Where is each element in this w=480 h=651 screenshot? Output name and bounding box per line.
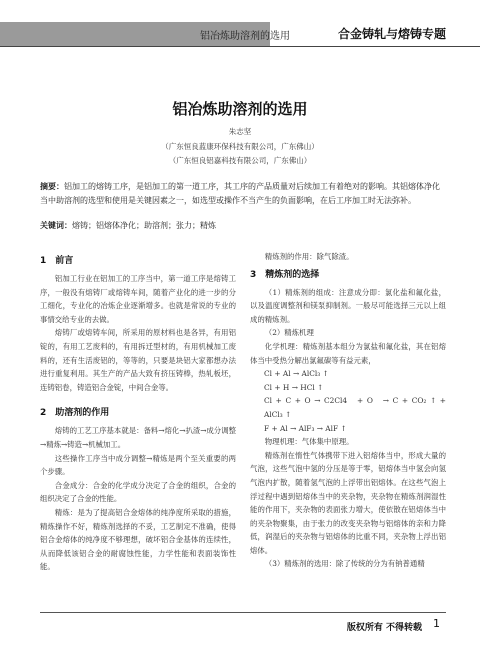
paragraph: 铝加工行业在铝加工的工序当中，第一道工序是熔铸工序，一般没有熔铸厂或熔铸车间，随着产业化的进一步的分工细化，专业化的冶炼企业逐渐增多。也就是常说的专业的事情交给专业的去做。 bbox=[40, 274, 236, 324]
special-issue-label: 合金铸轧与熔铸专题 bbox=[337, 27, 446, 41]
paragraph: 熔铸的工艺工序基本就是：备料→熔化→扒渣→成分调整→精炼→铸造→机械加工。 bbox=[40, 426, 236, 449]
keywords-label: 关键词： bbox=[40, 221, 72, 230]
keywords bbox=[40, 219, 445, 233]
abstract bbox=[40, 180, 445, 208]
section-heading-intro: 1 前言 bbox=[40, 256, 74, 266]
article-author: 朱志坚 bbox=[228, 127, 252, 136]
footer-divider bbox=[40, 612, 446, 613]
author-affiliation-2: （广东恒良铝嘉科技有限公司，广东佛山） bbox=[168, 156, 312, 165]
page-number: 1 bbox=[433, 617, 440, 630]
paragraph: 精炼剂在惰性气体携带下进入铝熔体当中，形成大量的气泡，这些气泡中氢的分压是等于零，铝熔体当中氢会向氢气泡内扩散，随着氢气泡的上浮带出铝熔体。在这些气泡上浮过程中遇到铝熔体当中的夹杂物，夹杂物在精炼剂润湿性能的作用下，夹杂物的表面张力增大，使依散在铝熔体当中的夹杂物聚集，由于张力的改变夹杂物与铝熔体的亲和力降低，润湿后的夹杂物与铝熔体的比重不同，夹杂物上浮出铝熔体。 bbox=[250, 450, 446, 555]
section-heading-flux-role: 2 助溶剂的作用 bbox=[40, 408, 110, 419]
paragraph: （3）精炼剂的选用：除了传统的分为有钠普通精 bbox=[264, 559, 425, 569]
chemical-formula: Cl + H → HCl ↑ bbox=[264, 382, 324, 392]
chemical-formula: Cl + Al → AlCl₃ ↑ bbox=[264, 369, 329, 379]
section-heading-selection: 3 精炼剂的选择 bbox=[250, 269, 320, 280]
abstract-label: 摘要： bbox=[40, 182, 64, 191]
copyright-notice: 版权所有 不得转载 bbox=[346, 623, 422, 633]
chemical-formula: F + Al → AlF₃ → AlF ↑ bbox=[264, 423, 347, 433]
left-column bbox=[40, 250, 236, 574]
keywords-text: 熔铸；铝熔体净化；助溶剂；张力；精炼 bbox=[72, 221, 216, 230]
chemical-formula: Cl + C + O → C2Cl4 + O → C + CO₂ ↑ + AlCl₃ ↑ bbox=[264, 396, 446, 419]
article-title: 铝冶炼助溶剂的选用 bbox=[172, 100, 308, 118]
paragraph: 熔铸厂或熔铸车间，所采用的原材料也是各异，有用铝锭的，有用工艺废料的，有用拆迁型材的，有用机械加工废料的，还有生活废铝的，等等的，只要是块铝大家都想办法进行重复利用。其生产的产品大致有挤压铸棒，热轧板坯，连铸铝卷，铸造铝合金锭，中间合金等。 bbox=[40, 328, 236, 392]
abstract-text: 铝加工的熔铸工序，是铝加工的第一道工序，其工序的产品质量对后续加工有着绝对的影响。其铝熔体净化当中助溶剂的选型和使用是关键因素之一，如选型或操作不当产生的负面影响，在后工序加工时无法弥补。 bbox=[40, 182, 440, 205]
paragraph: 物理机理：气体集中原理。 bbox=[264, 437, 354, 447]
author-affiliation-1: （广东恒良蓝康环保科技有限公司，广东佛山） bbox=[161, 142, 319, 151]
right-column bbox=[250, 250, 446, 571]
header-divider bbox=[0, 46, 480, 47]
paragraph: 精炼：是为了提高铝合金熔体的纯净度所采取的措施，精炼操作不好，精炼剂选择的不妥，工艺制定不准确，使得铝合金熔体的纯净度不够理想，破坏铝合金基体的连续性，从而降低该铝合金的耐腐蚀性能，力学性能和表面装饰性能。 bbox=[40, 507, 236, 572]
paragraph: （1）精炼剂的组成：注意成分即：氯化盐和氟化盐，以及温度调整剂和镁泵抑制剂。一般尽可能选择三元以上组成的精炼剂。 bbox=[250, 287, 446, 324]
running-title: 铝冶炼助溶剂的选用 bbox=[200, 31, 290, 42]
paragraph: 精炼剂的作用：除气除渣。 bbox=[264, 252, 354, 261]
paragraph: 合金成分：合金的化学成分决定了合金的组织，合金的组织决定了合金的性能。 bbox=[40, 480, 236, 504]
paragraph: 这些操作工序当中成分调整→精炼是两个至关重要的两个步骤。 bbox=[40, 453, 236, 477]
paragraph: 化学机理：精炼剂基本组分为氯盐和氟化盐，其在铝熔体当中受热分解出氯氟碳等有益元素， bbox=[250, 341, 446, 365]
page-header bbox=[0, 22, 480, 46]
paragraph: （2）精炼机理 bbox=[264, 328, 314, 338]
